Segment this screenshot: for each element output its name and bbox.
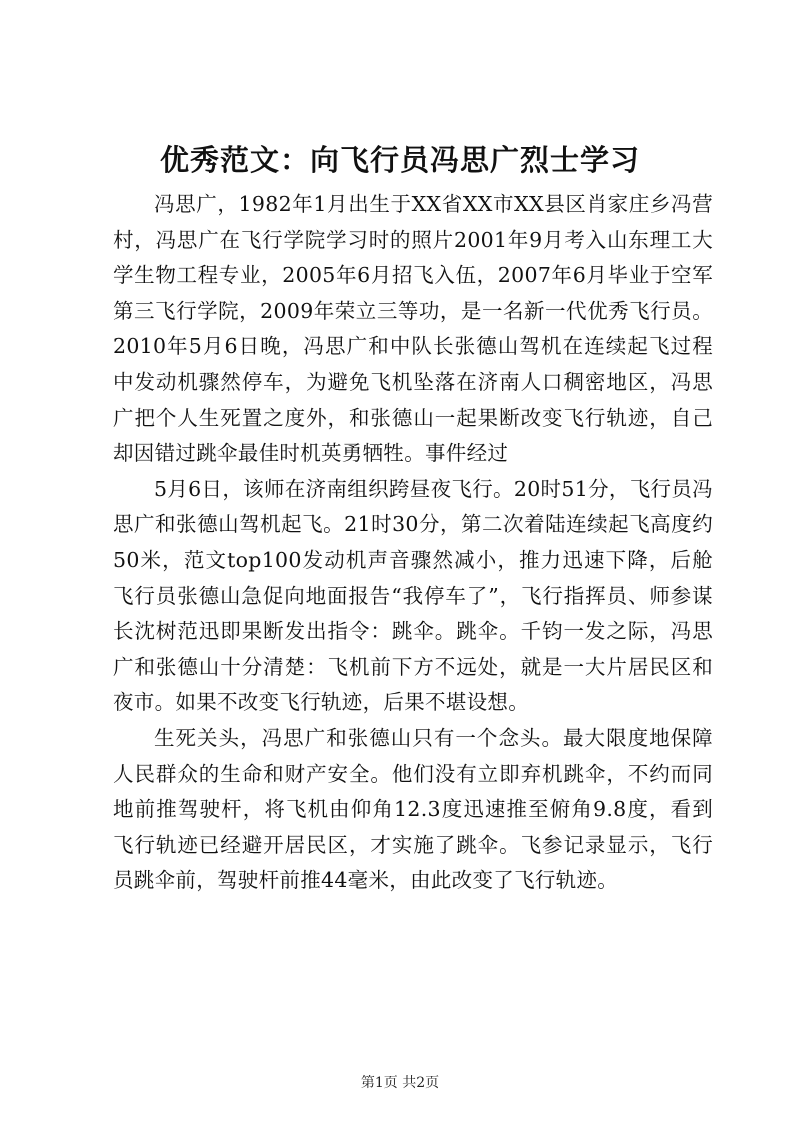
paragraph-3: 生死关头，冯思广和张德山只有一个念头。最大限度地保障人民群众的生命和财产安全。他们没有立即弃机跳伞，不约而同地前推驾驶杆，将飞机由仰角12.3度迅速推至俯角9.8度，看到飞行轨迹已经避开居民区，才实施了跳伞。飞参记录显示，飞行员跳伞前，驾驶杆前推44毫米，由此改变了飞行轨迹。 <box>113 725 713 893</box>
document-title: 优秀范文：向飞行员冯思广烈士学习 <box>159 143 640 177</box>
document-body <box>113 187 713 899</box>
page-number-footer: 第1页 共2页 <box>360 1075 440 1091</box>
paragraph-2: 5月6日，该师在济南组织跨昼夜飞行。20时51分，飞行员冯思广和张德山驾机起飞。21时30分，第二次着陆连续起飞高度约50米，范文top100发动机声音骤然减小，推力迅速下降，后舱飞行员张德山急促向地面报告“我停车了”，飞行指挥员、师参谋长沈树范迅即果断发出指令：跳伞。跳伞。千钧一发之际，冯思广和张德山十分清楚：飞机前下方不远处，就是一大片居民区和夜市。如果不改变飞行轨迹，后果不堪设想。 <box>113 476 713 715</box>
paragraph-1: 冯思广，1982年1月出生于XX省XX市XX县区肖家庄乡冯营村，冯思广在飞行学院学习时的照片2001年9月考入山东理工大学生物工程专业，2005年6月招飞入伍，2007年6月毕业于空军第三飞行学院，2009年荣立三等功，是一名新一代优秀飞行员。2010年5月6日晚，冯思广和中队长张德山驾机在连续起飞过程中发动机骤然停车，为避免飞机坠落在济南人口稠密地区，冯思广把个人生死置之度外，和张德山一起果断改变飞行轨迹，自己却因错过跳伞最佳时机英勇牺牲。事件经过 <box>113 192 713 466</box>
